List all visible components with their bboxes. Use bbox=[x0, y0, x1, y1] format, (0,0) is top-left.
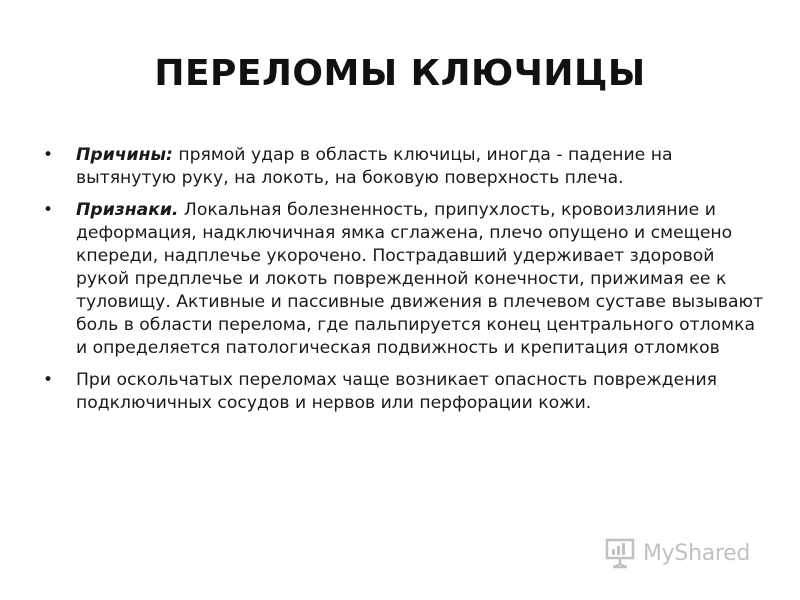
bullet-icon: • bbox=[43, 145, 54, 165]
bullet-item-comminuted bbox=[43, 369, 766, 415]
bullet-text: При оскольчатых переломах чаще возникает опасность повреждения подключичных сосудов и нервов или перфорации кожи. bbox=[76, 370, 717, 413]
slide-title: ПЕРЕЛОМЫ КЛЮЧИЦЫ bbox=[154, 53, 646, 94]
myshared-logo-icon bbox=[605, 536, 639, 570]
bullet-text: Локальная болезненность, припухлость, кровоизлияние и деформация, надключичная ямка сглажена, плечо опущено и смещено кпереди, надплечье укорочено. Пострадавший удерживает здоровой рукой предплечье и локоть поврежденной конечности, прижимая ее к туловищу. Активные и пассивные движения в плечевом суставе вызывают боль в области перелома, где пальпируется конец центрального отломка и определяется патологическая подвижность и крепитация отломков bbox=[76, 200, 763, 358]
bullet-list bbox=[43, 144, 766, 424]
bullet-icon: • bbox=[43, 370, 54, 390]
bullet-item-signs bbox=[43, 199, 766, 360]
bullet-text: прямой удар в область ключицы, иногда - падение на вытянутую руку, на локоть, на боковую поверхность плеча. bbox=[76, 145, 673, 188]
watermark bbox=[605, 536, 750, 570]
bullet-icon: • bbox=[43, 200, 54, 220]
watermark-text: MyShared bbox=[643, 540, 751, 566]
bullet-term: Признаки. bbox=[76, 200, 179, 220]
bullet-term: Причины: bbox=[76, 145, 173, 165]
bullet-item-causes bbox=[43, 144, 766, 190]
